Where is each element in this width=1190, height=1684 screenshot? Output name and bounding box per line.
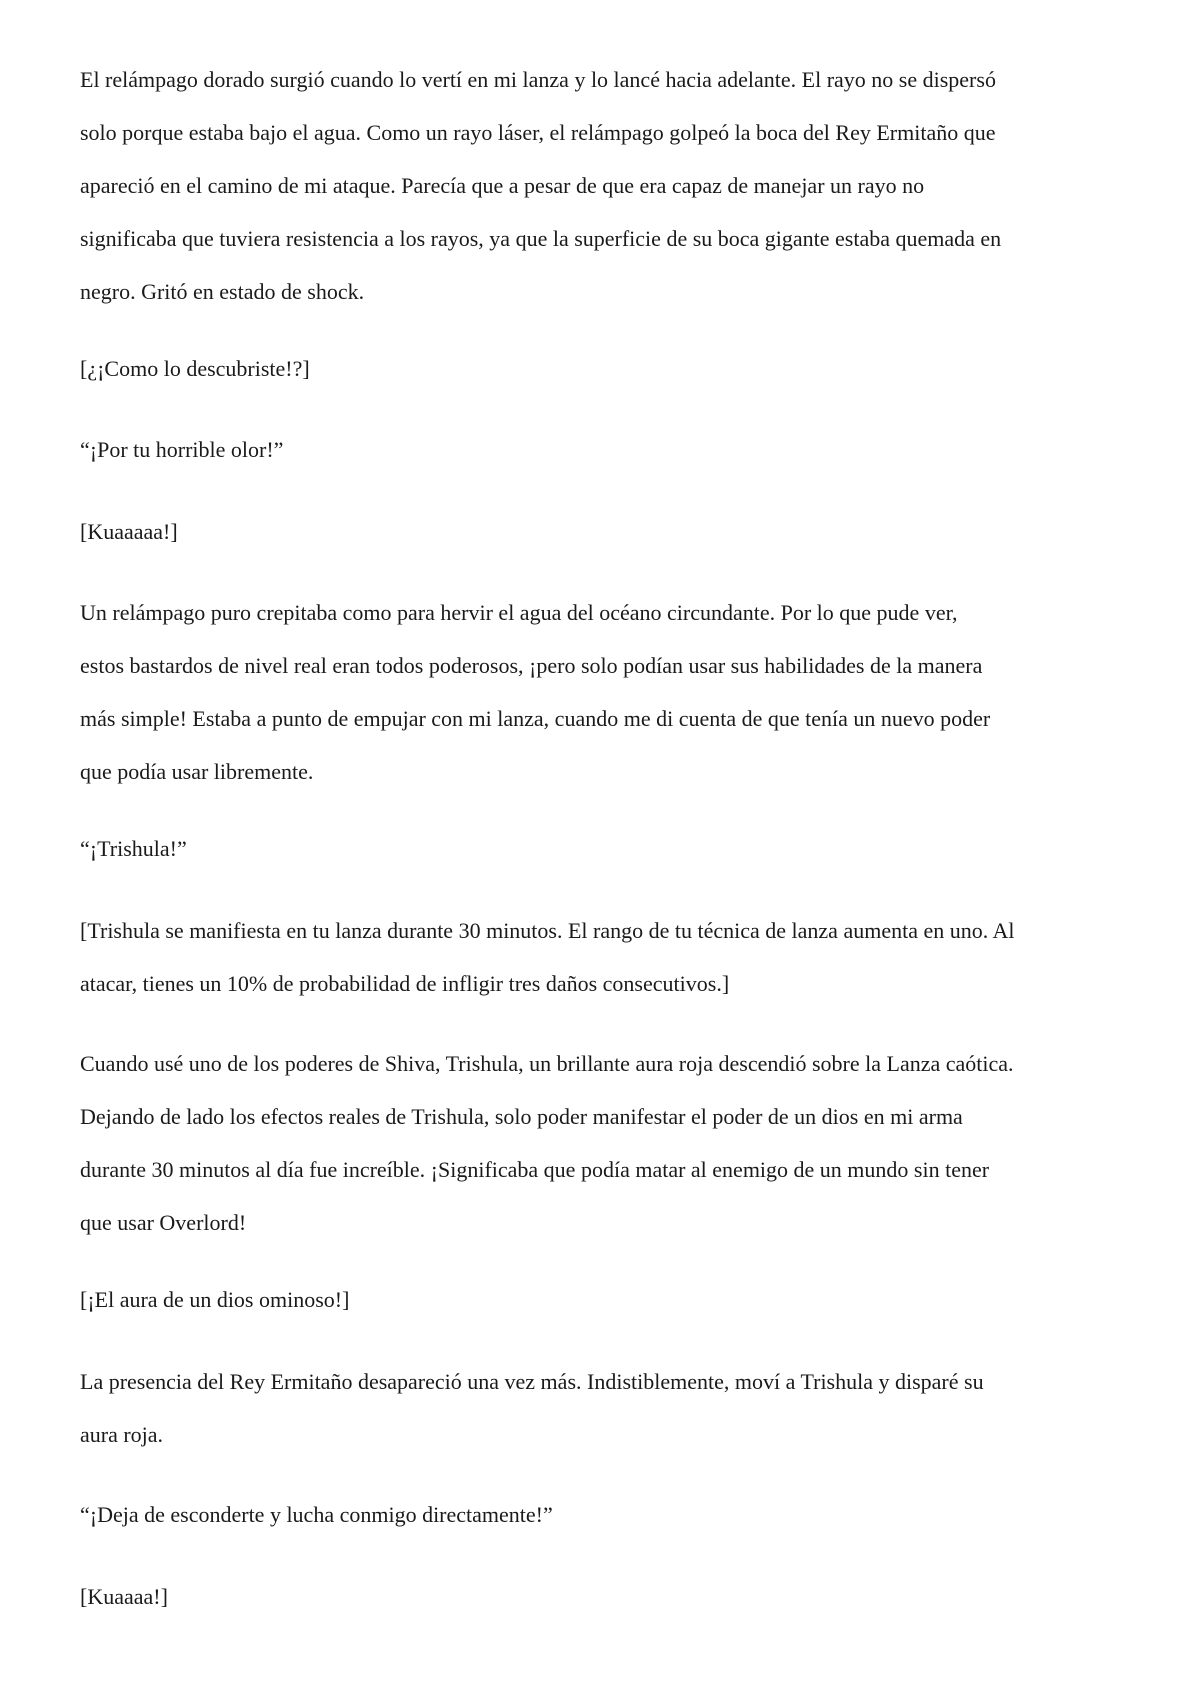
- text-line: aura roja.: [80, 1422, 164, 1447]
- text-line: Cuando usé uno de los poderes de Shiva, Trishula, un brillante aura roja descendió sobre la Lanza caótica.: [80, 1051, 1014, 1076]
- dialogue-line: [80, 423, 1115, 476]
- text-line: “¡Por tu horrible olor!”: [80, 437, 284, 462]
- narrative-paragraph: [80, 586, 1115, 798]
- dialogue-line: [80, 505, 1115, 558]
- text-line: más simple! Estaba a punto de empujar con mi lanza, cuando me di cuenta de que tenía un nuevo poder: [80, 706, 991, 731]
- dialogue-line: [80, 822, 1115, 875]
- dialogue-line: [80, 1570, 1115, 1623]
- text-line: [¿¡Como lo descubriste!?]: [80, 356, 310, 381]
- text-line: [¡El aura de un dios ominoso!]: [80, 1287, 350, 1312]
- text-line: [Kuaaaa!]: [80, 1584, 168, 1609]
- text-line: estos bastardos de nivel real eran todos poderosos, ¡pero solo podían usar sus habilidades de la manera: [80, 653, 983, 678]
- text-line: “¡Deja de esconderte y lucha conmigo directamente!”: [80, 1502, 553, 1527]
- narrative-paragraph: [80, 53, 1115, 318]
- text-line: [Trishula se manifiesta en tu lanza durante 30 minutos. El rango de tu técnica de lanza aumenta en uno. Al: [80, 918, 1015, 943]
- text-line: durante 30 minutos al día fue increíble. ¡Significaba que podía matar al enemigo de un mundo sin tener: [80, 1157, 990, 1182]
- dialogue-line: [80, 1488, 1115, 1541]
- text-line: La presencia del Rey Ermitaño desapareció una vez más. Indistiblemente, moví a Trishula y disparé su: [80, 1369, 984, 1394]
- text-line: El relámpago dorado surgió cuando lo vertí en mi lanza y lo lancé hacia adelante. El rayo no se dispersó: [80, 67, 996, 92]
- text-line: significaba que tuviera resistencia a los rayos, ya que la superficie de su boca gigante estaba quemada en: [80, 226, 1002, 251]
- narrative-paragraph: [80, 1037, 1115, 1249]
- text-line: Un relámpago puro crepitaba como para hervir el agua del océano circundante. Por lo que pude ver,: [80, 600, 958, 625]
- text-line: que podía usar libremente.: [80, 759, 314, 784]
- text-line: Dejando de lado los efectos reales de Trishula, solo poder manifestar el poder de un dios en mi arma: [80, 1104, 963, 1129]
- narrative-paragraph: [80, 1355, 1115, 1461]
- dialogue-line: [80, 1273, 1115, 1326]
- text-line: apareció en el camino de mi ataque. Parecía que a pesar de que era capaz de manejar un rayo no: [80, 173, 925, 198]
- text-line: solo porque estaba bajo el agua. Como un rayo láser, el relámpago golpeó la boca del Rey Ermitaño que: [80, 120, 996, 145]
- dialogue-line: [80, 342, 1115, 395]
- text-line: [Kuaaaaa!]: [80, 519, 178, 544]
- text-line: atacar, tienes un 10% de probabilidad de infligir tres daños consecutivos.]: [80, 971, 730, 996]
- system-message: [80, 904, 1115, 1010]
- text-line: que usar Overlord!: [80, 1210, 247, 1235]
- text-line: “¡Trishula!”: [80, 836, 187, 861]
- text-line: negro. Gritó en estado de shock.: [80, 279, 365, 304]
